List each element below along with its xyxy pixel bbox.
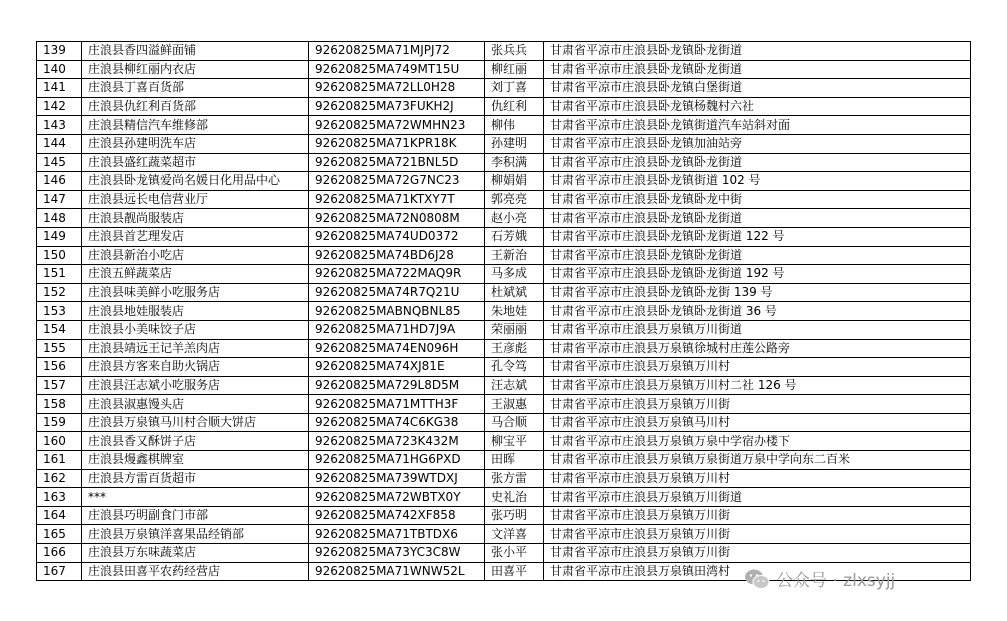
business-address-cell: 甘肃省平凉市庄浪县万泉镇万川街 <box>544 525 971 544</box>
credit-code-cell: 92620825MA73FUKH2J <box>309 97 485 116</box>
credit-code-cell: 92620825MA71TBTDX6 <box>309 525 485 544</box>
table-row <box>37 525 971 544</box>
table-row <box>37 153 971 172</box>
credit-code-cell: 92620825MA71HD7J9A <box>309 320 485 339</box>
credit-code-cell: 92620825MA71MTTH3F <box>309 395 485 414</box>
row-number-cell: 147 <box>37 190 82 209</box>
row-number-cell: 161 <box>37 451 82 470</box>
table-row <box>37 116 971 135</box>
operator-name-cell: 李积满 <box>485 153 544 172</box>
operator-name-cell: 石芳娥 <box>485 227 544 246</box>
row-number-cell: 149 <box>37 227 82 246</box>
row-number-cell: 154 <box>37 320 82 339</box>
business-name-cell: 庄浪县巧明副食门市部 <box>82 506 309 525</box>
row-number-cell: 142 <box>37 97 82 116</box>
operator-name-cell: 王彦彪 <box>485 339 544 358</box>
table-row <box>37 97 971 116</box>
row-number-cell: 148 <box>37 209 82 228</box>
row-number-cell: 158 <box>37 395 82 414</box>
registry-table <box>36 41 971 581</box>
table-row <box>37 544 971 563</box>
business-name-cell: 庄浪县万东味蔬菜店 <box>82 544 309 563</box>
credit-code-cell: 92620825MA749MT15U <box>309 60 485 79</box>
business-address-cell: 甘肃省平凉市庄浪县卧龙镇卧龙街 139 号 <box>544 283 971 302</box>
business-address-cell: 甘肃省平凉市庄浪县卧龙镇街道汽车站斜对面 <box>544 116 971 135</box>
business-address-cell: 甘肃省平凉市庄浪县万泉镇田湾村 <box>544 562 971 581</box>
business-address-cell: 甘肃省平凉市庄浪县卧龙镇卧龙街道 <box>544 42 971 61</box>
business-address-cell: 甘肃省平凉市庄浪县万泉镇徐城村庄莲公路旁 <box>544 339 971 358</box>
operator-name-cell: 张方雷 <box>485 469 544 488</box>
credit-code-cell: 92620825MA74XJ81E <box>309 358 485 377</box>
credit-code-cell: 92620825MA72G7NC23 <box>309 172 485 191</box>
business-name-cell: 庄浪县汪志斌小吃服务店 <box>82 376 309 395</box>
table-row <box>37 265 971 284</box>
business-address-cell: 甘肃省平凉市庄浪县卧龙镇卧龙街道 <box>544 246 971 265</box>
table-row <box>37 413 971 432</box>
row-number-cell: 146 <box>37 172 82 191</box>
operator-name-cell: 柳红丽 <box>485 60 544 79</box>
business-name-cell: 庄浪县盛红蔬菜超市 <box>82 153 309 172</box>
table-row <box>37 469 971 488</box>
table-row <box>37 209 971 228</box>
business-name-cell: 庄浪县丁喜百货部 <box>82 79 309 98</box>
credit-code-cell: 92620825MABNQBNL85 <box>309 302 485 321</box>
credit-code-cell: 92620825MA74BD6J28 <box>309 246 485 265</box>
business-name-cell: 庄浪县仇红利百货部 <box>82 97 309 116</box>
business-address-cell: 甘肃省平凉市庄浪县万泉镇马川村 <box>544 413 971 432</box>
business-name-cell: 庄浪县靓尚服装店 <box>82 209 309 228</box>
credit-code-cell: 92620825MA74UD0372 <box>309 227 485 246</box>
table-row <box>37 506 971 525</box>
business-address-cell: 甘肃省平凉市庄浪县万泉镇万泉中学宿办楼下 <box>544 432 971 451</box>
business-name-cell: 庄浪县熳鑫棋牌室 <box>82 451 309 470</box>
row-number-cell: 155 <box>37 339 82 358</box>
operator-name-cell: 汪志斌 <box>485 376 544 395</box>
table-row <box>37 376 971 395</box>
business-address-cell: 甘肃省平凉市庄浪县卧龙镇白堡街道 <box>544 79 971 98</box>
operator-name-cell: 张小平 <box>485 544 544 563</box>
watermark-text: 公众号 · zlxsyjj <box>776 571 896 591</box>
table-row <box>37 60 971 79</box>
business-name-cell: 庄浪县精信汽车维修部 <box>82 116 309 135</box>
operator-name-cell: 朱地娃 <box>485 302 544 321</box>
table-row <box>37 451 971 470</box>
operator-name-cell: 柳娟娟 <box>485 172 544 191</box>
credit-code-cell: 92620825MA71KTXY7T <box>309 190 485 209</box>
business-address-cell: 甘肃省平凉市庄浪县万泉镇万川街道 <box>544 320 971 339</box>
row-number-cell: 140 <box>37 60 82 79</box>
business-name-cell: 庄浪县田喜平农药经营店 <box>82 562 309 581</box>
operator-name-cell: 刘丁喜 <box>485 79 544 98</box>
business-address-cell: 甘肃省平凉市庄浪县万泉镇万川村二社 126 号 <box>544 376 971 395</box>
operator-name-cell: 仇红利 <box>485 97 544 116</box>
row-number-cell: 152 <box>37 283 82 302</box>
business-name-cell: 庄浪县淑惠馒头店 <box>82 395 309 414</box>
operator-name-cell: 孔令笃 <box>485 358 544 377</box>
table-row <box>37 190 971 209</box>
table-row <box>37 302 971 321</box>
business-name-cell: 庄浪县香四溢鲜面铺 <box>82 42 309 61</box>
business-address-cell: 甘肃省平凉市庄浪县卧龙镇卧龙街道 122 号 <box>544 227 971 246</box>
business-name-cell: 庄浪县首艺理发店 <box>82 227 309 246</box>
operator-name-cell: 文洋喜 <box>485 525 544 544</box>
row-number-cell: 167 <box>37 562 82 581</box>
business-name-cell: 庄浪县万泉镇洋喜果品经销部 <box>82 525 309 544</box>
business-address-cell: 甘肃省平凉市庄浪县万泉镇万川村 <box>544 358 971 377</box>
credit-code-cell: 92620825MA71KPR18K <box>309 134 485 153</box>
operator-name-cell: 王淑惠 <box>485 395 544 414</box>
table-row <box>37 339 971 358</box>
business-address-cell: 甘肃省平凉市庄浪县卧龙镇加油站旁 <box>544 134 971 153</box>
row-number-cell: 144 <box>37 134 82 153</box>
registry-table-body <box>37 42 971 581</box>
row-number-cell: 139 <box>37 42 82 61</box>
credit-code-cell: 92620825MA721BNL5D <box>309 153 485 172</box>
table-row <box>37 395 971 414</box>
business-name-cell: *** <box>82 488 309 507</box>
business-address-cell: 甘肃省平凉市庄浪县卧龙镇街道 102 号 <box>544 172 971 191</box>
business-address-cell: 甘肃省平凉市庄浪县卧龙镇卧龙街道 36 号 <box>544 302 971 321</box>
business-name-cell: 庄浪县远长电信营业厅 <box>82 190 309 209</box>
business-name-cell: 庄浪县柳红丽内衣店 <box>82 60 309 79</box>
operator-name-cell: 田喜平 <box>485 562 544 581</box>
credit-code-cell: 92620825MA729L8D5M <box>309 376 485 395</box>
credit-code-cell: 92620825MA71MJPJ72 <box>309 42 485 61</box>
business-address-cell: 甘肃省平凉市庄浪县卧龙镇卧龙街道 192 号 <box>544 265 971 284</box>
operator-name-cell: 郭亮亮 <box>485 190 544 209</box>
credit-code-cell: 92620825MA722MAQ9R <box>309 265 485 284</box>
business-name-cell: 庄浪县卧龙镇爱尚名媛日化用品中心 <box>82 172 309 191</box>
row-number-cell: 145 <box>37 153 82 172</box>
operator-name-cell: 孙建明 <box>485 134 544 153</box>
row-number-cell: 157 <box>37 376 82 395</box>
operator-name-cell: 马合顺 <box>485 413 544 432</box>
operator-name-cell: 王新治 <box>485 246 544 265</box>
operator-name-cell: 柳伟 <box>485 116 544 135</box>
operator-name-cell: 张兵兵 <box>485 42 544 61</box>
table-row <box>37 227 971 246</box>
business-address-cell: 甘肃省平凉市庄浪县卧龙镇卧龙中街 <box>544 190 971 209</box>
business-name-cell: 庄浪县香又酥饼子店 <box>82 432 309 451</box>
row-number-cell: 143 <box>37 116 82 135</box>
table-row <box>37 246 971 265</box>
row-number-cell: 141 <box>37 79 82 98</box>
business-address-cell: 甘肃省平凉市庄浪县万泉镇万川街 <box>544 544 971 563</box>
operator-name-cell: 史礼治 <box>485 488 544 507</box>
row-number-cell: 160 <box>37 432 82 451</box>
operator-name-cell: 柳宝平 <box>485 432 544 451</box>
table-row <box>37 432 971 451</box>
operator-name-cell: 赵小亮 <box>485 209 544 228</box>
row-number-cell: 151 <box>37 265 82 284</box>
row-number-cell: 164 <box>37 506 82 525</box>
operator-name-cell: 田晖 <box>485 451 544 470</box>
table-row <box>37 42 971 61</box>
operator-name-cell: 杜斌斌 <box>485 283 544 302</box>
business-address-cell: 甘肃省平凉市庄浪县卧龙镇卧龙街道 <box>544 60 971 79</box>
business-name-cell: 庄浪五鲜蔬菜店 <box>82 265 309 284</box>
row-number-cell: 163 <box>37 488 82 507</box>
table-row <box>37 172 971 191</box>
table-row <box>37 79 971 98</box>
row-number-cell: 165 <box>37 525 82 544</box>
business-name-cell: 庄浪县地娃服装店 <box>82 302 309 321</box>
business-name-cell: 庄浪县小美味饺子店 <box>82 320 309 339</box>
business-address-cell: 甘肃省平凉市庄浪县万泉镇万川街道 <box>544 488 971 507</box>
table-row <box>37 283 971 302</box>
credit-code-cell: 92620825MA72LL0H28 <box>309 79 485 98</box>
business-address-cell: 甘肃省平凉市庄浪县卧龙镇杨魏村六社 <box>544 97 971 116</box>
business-name-cell: 庄浪县方客来自助火锅店 <box>82 358 309 377</box>
credit-code-cell: 92620825MA74EN096H <box>309 339 485 358</box>
table-row <box>37 320 971 339</box>
credit-code-cell: 92620825MA73YC3C8W <box>309 544 485 563</box>
row-number-cell: 159 <box>37 413 82 432</box>
wechat-icon <box>744 568 770 590</box>
row-number-cell: 166 <box>37 544 82 563</box>
business-address-cell: 甘肃省平凉市庄浪县万泉镇万川村 <box>544 469 971 488</box>
credit-code-cell: 92620825MA71HG6PXD <box>309 451 485 470</box>
business-address-cell: 甘肃省平凉市庄浪县卧龙镇卧龙街道 <box>544 153 971 172</box>
business-address-cell: 甘肃省平凉市庄浪县万泉镇万川街 <box>544 395 971 414</box>
table-row <box>37 358 971 377</box>
credit-code-cell: 92620825MA74R7Q21U <box>309 283 485 302</box>
row-number-cell: 153 <box>37 302 82 321</box>
operator-name-cell: 张巧明 <box>485 506 544 525</box>
credit-code-cell: 92620825MA742XF858 <box>309 506 485 525</box>
credit-code-cell: 92620825MA739WTDXJ <box>309 469 485 488</box>
business-name-cell: 庄浪县万泉镇马川村合顺大饼店 <box>82 413 309 432</box>
business-name-cell: 庄浪县孙建明洗车店 <box>82 134 309 153</box>
row-number-cell: 150 <box>37 246 82 265</box>
row-number-cell: 162 <box>37 469 82 488</box>
credit-code-cell: 92620825MA72WMHN23 <box>309 116 485 135</box>
table-row <box>37 488 971 507</box>
credit-code-cell: 92620825MA74C6KG38 <box>309 413 485 432</box>
operator-name-cell: 荣丽丽 <box>485 320 544 339</box>
business-address-cell: 甘肃省平凉市庄浪县万泉镇万川街 <box>544 506 971 525</box>
business-name-cell: 庄浪县味美鲜小吃服务店 <box>82 283 309 302</box>
business-name-cell: 庄浪县靖远王记羊羔肉店 <box>82 339 309 358</box>
business-name-cell: 庄浪县新治小吃店 <box>82 246 309 265</box>
watermark <box>744 566 895 591</box>
business-address-cell: 甘肃省平凉市庄浪县万泉镇万泉街道万泉中学向东二百米 <box>544 451 971 470</box>
operator-name-cell: 马多成 <box>485 265 544 284</box>
credit-code-cell: 92620825MA72WBTX0Y <box>309 488 485 507</box>
business-name-cell: 庄浪县方雷百货超市 <box>82 469 309 488</box>
credit-code-cell: 92620825MA723K432M <box>309 432 485 451</box>
row-number-cell: 156 <box>37 358 82 377</box>
table-row <box>37 134 971 153</box>
credit-code-cell: 92620825MA71WNW52L <box>309 562 485 581</box>
credit-code-cell: 92620825MA72N0808M <box>309 209 485 228</box>
business-address-cell: 甘肃省平凉市庄浪县卧龙镇卧龙街道 <box>544 209 971 228</box>
